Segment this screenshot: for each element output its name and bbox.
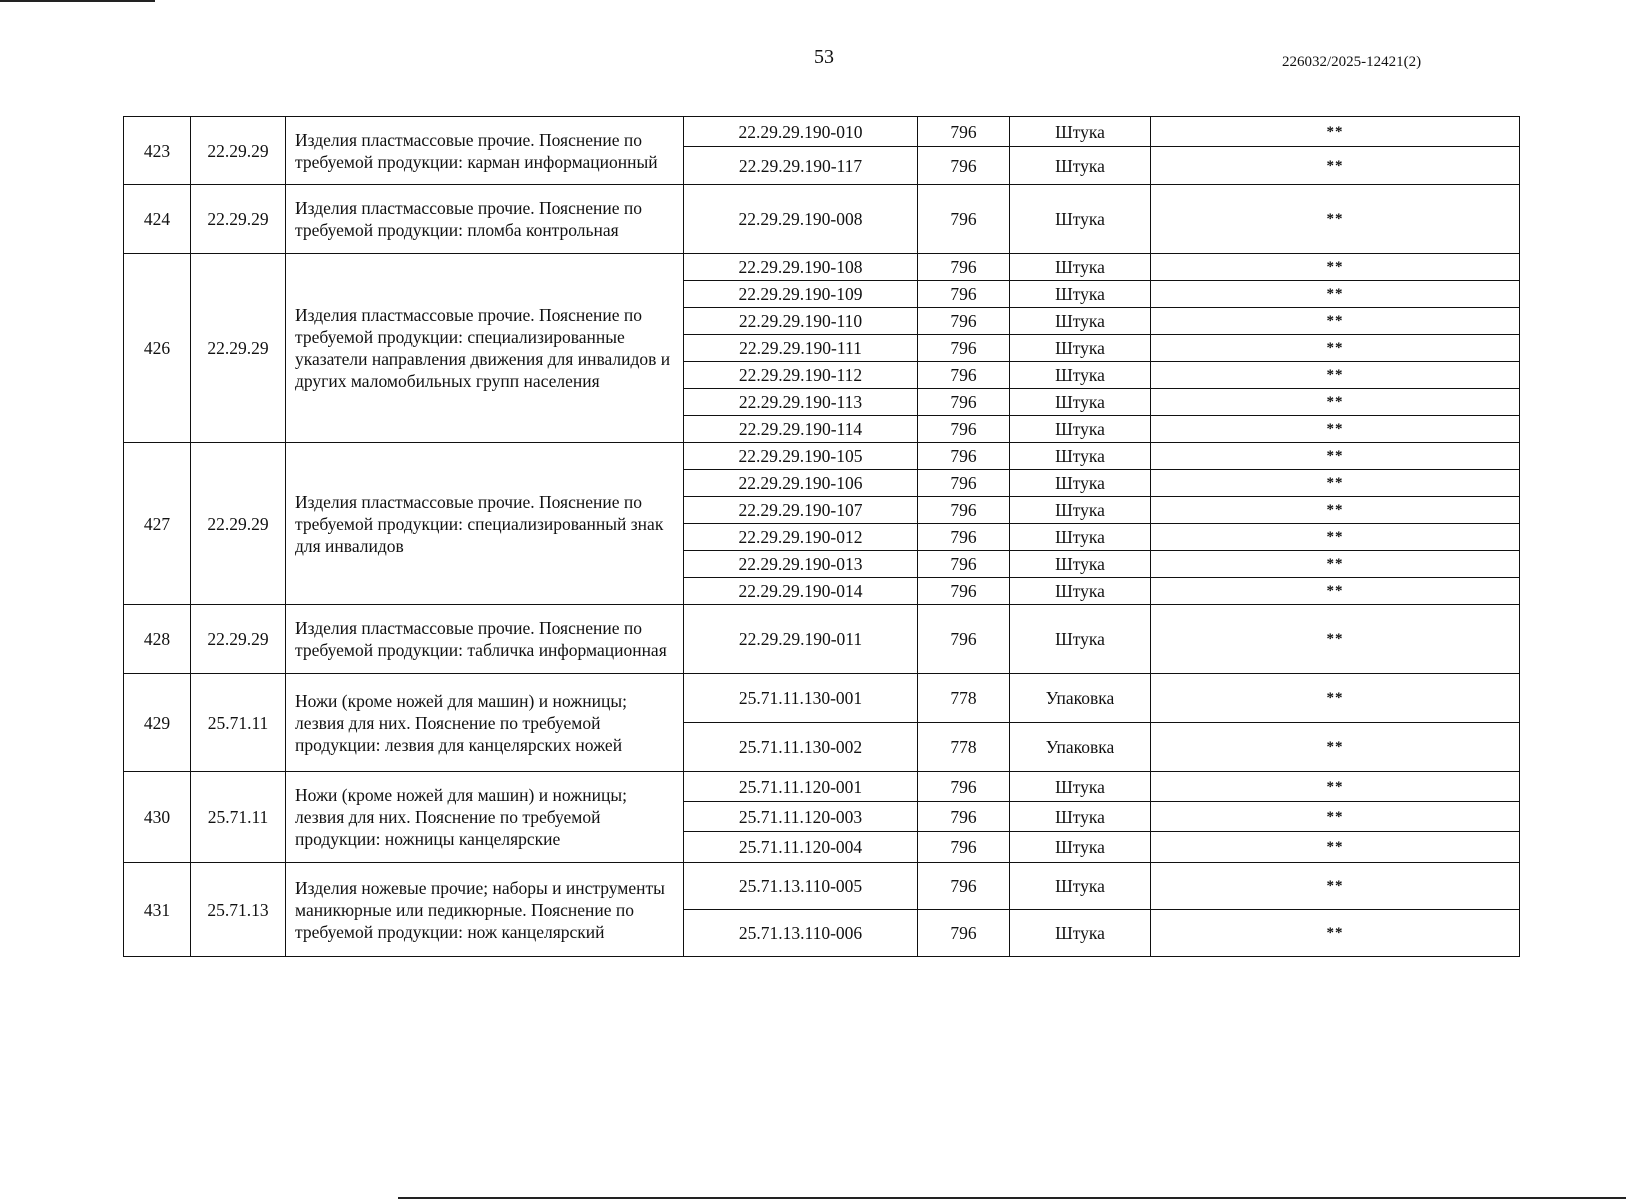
product-code-cell: 22.29.29.190-011 <box>684 605 918 674</box>
value-cell: ** <box>1151 416 1520 443</box>
value-cell: ** <box>1151 723 1520 772</box>
value-cell: ** <box>1151 551 1520 578</box>
unit-cell: Штука <box>1010 524 1151 551</box>
value-cell: ** <box>1151 772 1520 802</box>
okpd-code-cell: 22.29.29 <box>191 443 286 605</box>
table-row <box>124 185 1520 254</box>
scan-edge-line-top <box>0 0 155 2</box>
product-code-cell: 25.71.13.110-006 <box>684 910 918 957</box>
unit-cell: Штука <box>1010 832 1151 863</box>
okpd-code-cell: 22.29.29 <box>191 254 286 443</box>
product-code-cell: 25.71.13.110-005 <box>684 863 918 910</box>
row-number-cell: 428 <box>124 605 191 674</box>
okei-code-cell: 796 <box>918 578 1010 605</box>
unit-cell: Упаковка <box>1010 723 1151 772</box>
okpd-code-cell: 25.71.11 <box>191 674 286 772</box>
okpd-code-cell: 25.71.11 <box>191 772 286 863</box>
unit-cell: Штука <box>1010 551 1151 578</box>
okei-code-cell: 778 <box>918 674 1010 723</box>
okei-code-cell: 796 <box>918 254 1010 281</box>
product-code-cell: 22.29.29.190-010 <box>684 117 918 147</box>
product-code-cell: 22.29.29.190-012 <box>684 524 918 551</box>
product-code-cell: 25.71.11.130-001 <box>684 674 918 723</box>
description-cell: Изделия пластмассовые прочие. Пояснение по требуемой продукции: табличка информационная <box>286 605 684 674</box>
okei-code-cell: 796 <box>918 335 1010 362</box>
value-cell: ** <box>1151 443 1520 470</box>
product-code-cell: 22.29.29.190-114 <box>684 416 918 443</box>
unit-cell: Штука <box>1010 362 1151 389</box>
table-row <box>124 674 1520 723</box>
okei-code-cell: 778 <box>918 723 1010 772</box>
okei-code-cell: 796 <box>918 389 1010 416</box>
unit-cell: Штука <box>1010 117 1151 147</box>
value-cell: ** <box>1151 863 1520 910</box>
product-code-cell: 22.29.29.190-013 <box>684 551 918 578</box>
okei-code-cell: 796 <box>918 147 1010 185</box>
value-cell: ** <box>1151 281 1520 308</box>
product-code-cell: 22.29.29.190-106 <box>684 470 918 497</box>
page-number: 53 <box>814 46 834 68</box>
product-code-cell: 22.29.29.190-112 <box>684 362 918 389</box>
okei-code-cell: 796 <box>918 185 1010 254</box>
product-code-cell: 25.71.11.120-003 <box>684 802 918 832</box>
value-cell: ** <box>1151 335 1520 362</box>
products-table <box>123 116 1520 957</box>
row-number-cell: 424 <box>124 185 191 254</box>
okpd-code-cell: 22.29.29 <box>191 185 286 254</box>
unit-cell: Штука <box>1010 185 1151 254</box>
unit-cell: Штука <box>1010 254 1151 281</box>
okei-code-cell: 796 <box>918 832 1010 863</box>
product-code-cell: 22.29.29.190-008 <box>684 185 918 254</box>
table-row <box>124 605 1520 674</box>
value-cell: ** <box>1151 185 1520 254</box>
product-code-cell: 22.29.29.190-111 <box>684 335 918 362</box>
okei-code-cell: 796 <box>918 910 1010 957</box>
row-number-cell: 430 <box>124 772 191 863</box>
unit-cell: Штука <box>1010 470 1151 497</box>
okei-code-cell: 796 <box>918 497 1010 524</box>
product-code-cell: 22.29.29.190-113 <box>684 389 918 416</box>
okpd-code-cell: 22.29.29 <box>191 605 286 674</box>
document-id: 226032/2025-12421(2) <box>1282 54 1422 70</box>
unit-cell: Штука <box>1010 147 1151 185</box>
value-cell: ** <box>1151 147 1520 185</box>
value-cell: ** <box>1151 578 1520 605</box>
description-cell: Изделия пластмассовые прочие. Пояснение по требуемой продукции: карман информационный <box>286 117 684 185</box>
value-cell: ** <box>1151 362 1520 389</box>
row-number-cell: 431 <box>124 863 191 957</box>
unit-cell: Штука <box>1010 497 1151 524</box>
unit-cell: Штука <box>1010 335 1151 362</box>
description-cell: Изделия пластмассовые прочие. Пояснение по требуемой продукции: специализированные указатели направления движения для инвалидов и других маломобильных групп населения <box>286 254 684 443</box>
row-number-cell: 423 <box>124 117 191 185</box>
product-code-cell: 22.29.29.190-108 <box>684 254 918 281</box>
product-code-cell: 22.29.29.190-107 <box>684 497 918 524</box>
okei-code-cell: 796 <box>918 308 1010 335</box>
description-cell: Изделия ножевые прочие; наборы и инструменты маникюрные или педикюрные. Пояснение по требуемой продукции: нож канцелярский <box>286 863 684 957</box>
okei-code-cell: 796 <box>918 416 1010 443</box>
value-cell: ** <box>1151 254 1520 281</box>
unit-cell: Штука <box>1010 802 1151 832</box>
unit-cell: Штука <box>1010 910 1151 957</box>
okei-code-cell: 796 <box>918 362 1010 389</box>
value-cell: ** <box>1151 910 1520 957</box>
okei-code-cell: 796 <box>918 524 1010 551</box>
description-cell: Ножи (кроме ножей для машин) и ножницы; лезвия для них. Пояснение по требуемой продукции: ножницы канцелярские <box>286 772 684 863</box>
value-cell: ** <box>1151 802 1520 832</box>
product-code-cell: 22.29.29.190-110 <box>684 308 918 335</box>
product-code-cell: 25.71.11.130-002 <box>684 723 918 772</box>
product-code-cell: 22.29.29.190-109 <box>684 281 918 308</box>
value-cell: ** <box>1151 117 1520 147</box>
value-cell: ** <box>1151 524 1520 551</box>
value-cell: ** <box>1151 308 1520 335</box>
product-code-cell: 22.29.29.190-014 <box>684 578 918 605</box>
scan-edge-line-bottom <box>398 1197 1626 1199</box>
unit-cell: Штука <box>1010 443 1151 470</box>
unit-cell: Штука <box>1010 863 1151 910</box>
product-code-cell: 22.29.29.190-117 <box>684 147 918 185</box>
value-cell: ** <box>1151 497 1520 524</box>
product-code-cell: 25.71.11.120-004 <box>684 832 918 863</box>
product-code-cell: 25.71.11.120-001 <box>684 772 918 802</box>
product-code-cell: 22.29.29.190-105 <box>684 443 918 470</box>
okei-code-cell: 796 <box>918 470 1010 497</box>
table-row <box>124 254 1520 281</box>
okpd-code-cell: 25.71.13 <box>191 863 286 957</box>
unit-cell: Штука <box>1010 281 1151 308</box>
row-number-cell: 427 <box>124 443 191 605</box>
okei-code-cell: 796 <box>918 863 1010 910</box>
unit-cell: Упаковка <box>1010 674 1151 723</box>
description-cell: Ножи (кроме ножей для машин) и ножницы; лезвия для них. Пояснение по требуемой продукции: лезвия для канцелярских ножей <box>286 674 684 772</box>
value-cell: ** <box>1151 832 1520 863</box>
value-cell: ** <box>1151 674 1520 723</box>
value-cell: ** <box>1151 605 1520 674</box>
value-cell: ** <box>1151 470 1520 497</box>
unit-cell: Штука <box>1010 416 1151 443</box>
table-row <box>124 863 1520 910</box>
value-cell: ** <box>1151 389 1520 416</box>
table-row <box>124 772 1520 802</box>
row-number-cell: 426 <box>124 254 191 443</box>
description-cell: Изделия пластмассовые прочие. Пояснение по требуемой продукции: пломба контрольная <box>286 185 684 254</box>
okei-code-cell: 796 <box>918 281 1010 308</box>
table-row <box>124 443 1520 470</box>
okei-code-cell: 796 <box>918 443 1010 470</box>
table-body <box>124 117 1520 957</box>
unit-cell: Штука <box>1010 308 1151 335</box>
unit-cell: Штука <box>1010 605 1151 674</box>
okei-code-cell: 796 <box>918 605 1010 674</box>
unit-cell: Штука <box>1010 772 1151 802</box>
okpd-code-cell: 22.29.29 <box>191 117 286 185</box>
table-row <box>124 117 1520 147</box>
unit-cell: Штука <box>1010 578 1151 605</box>
okei-code-cell: 796 <box>918 772 1010 802</box>
description-cell: Изделия пластмассовые прочие. Пояснение по требуемой продукции: специализированный знак для инвалидов <box>286 443 684 605</box>
row-number-cell: 429 <box>124 674 191 772</box>
okei-code-cell: 796 <box>918 802 1010 832</box>
okei-code-cell: 796 <box>918 117 1010 147</box>
okei-code-cell: 796 <box>918 551 1010 578</box>
unit-cell: Штука <box>1010 389 1151 416</box>
